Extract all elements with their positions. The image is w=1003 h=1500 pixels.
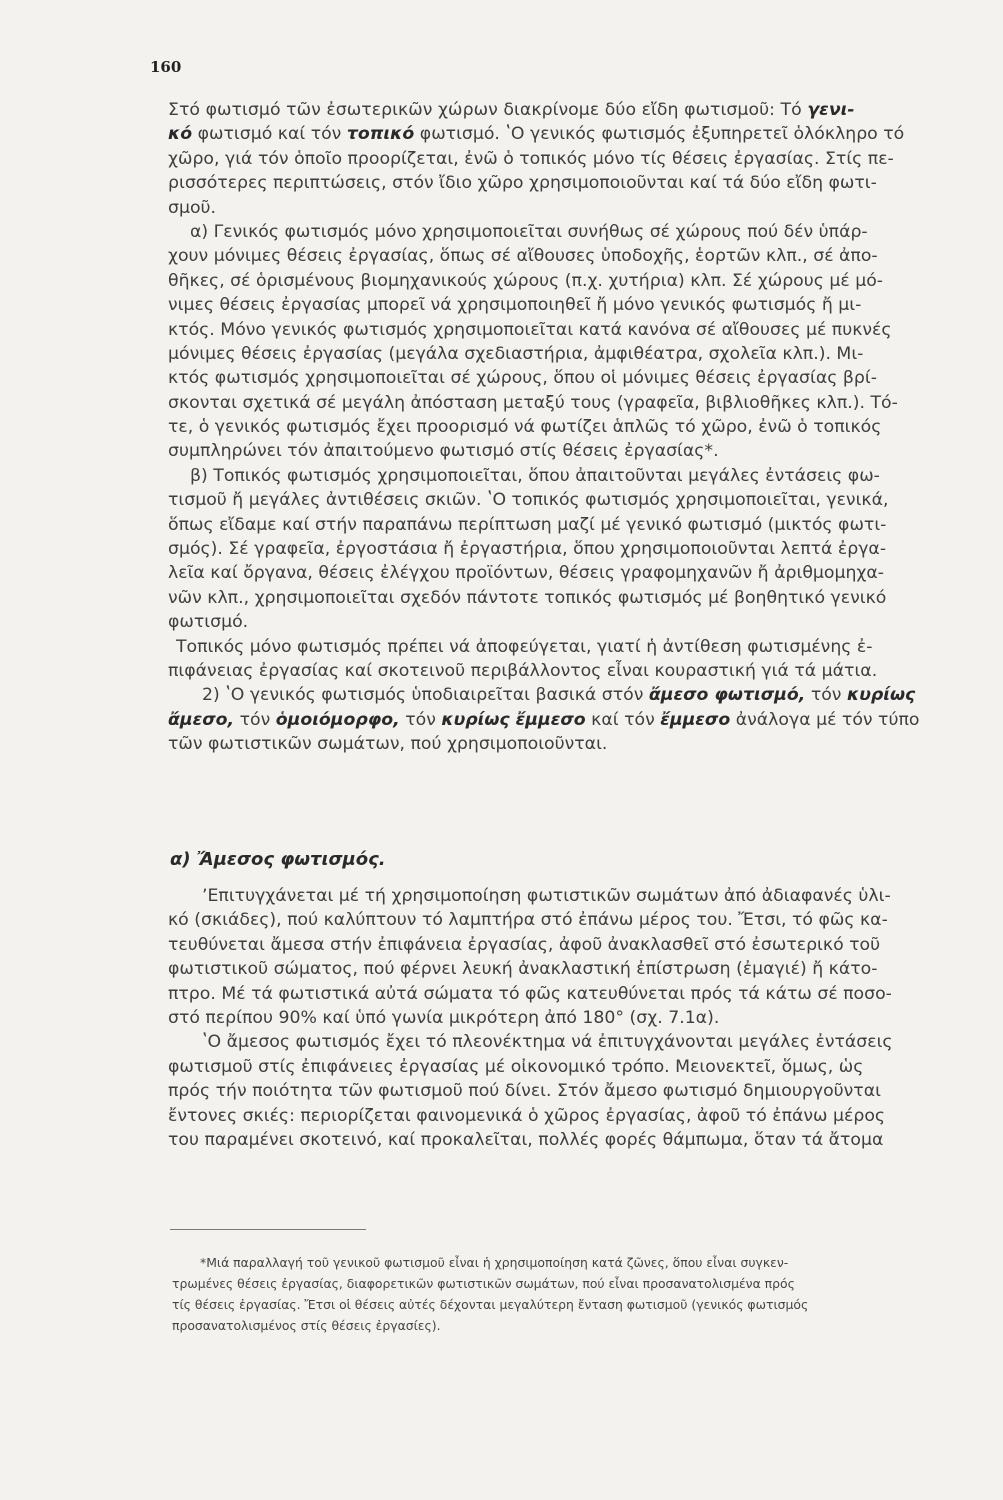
text-line: φωτισμοῦ στίς ἐπιφάνειες ἐργασίας μέ οἰκονομικό τρόπο. Μειονεκτεῖ, ὅμως, ὡς <box>168 1056 864 1077</box>
text-line: Στό φωτισμό τῶν ἐσωτερικῶν χώρων διακρίνομε δύο εἴδη φωτισμοῦ: Τό γενι- <box>168 100 855 120</box>
text-line: πιφάνειας ἐργασίας καί σκοτεινοῦ περιβάλλοντος εἶναι κουραστική γιά τά μάτια. <box>168 660 878 681</box>
text-line: πτρο. Μέ τά φωτιστικά αὐτά σώματα τό φῶς κατευθύνεται πρός τά κάτω σέ ποσο- <box>168 983 892 1004</box>
text-line: χῶρο, γιά τόν ὁποῖο προορίζεται, ἐνῶ ὁ τοπικός μόνο τίς θέσεις ἐργασίας. Στίς πε- <box>168 148 894 169</box>
text-line: φωτισμό. <box>168 612 249 633</box>
term-emmeso: ἔμμεσο <box>660 709 731 730</box>
page-number: 160 <box>150 58 182 76</box>
body-text-lower <box>168 884 968 1152</box>
text-line: του παραμένει σκοτεινό, καί προκαλεῖται, πολλές φορές θάμπωμα, ὅταν τά ἄτομα <box>168 1129 884 1150</box>
term-amesos: ἄμεσο φωτισμό, <box>648 685 806 706</box>
term-kyrios-amesos: ἄμεσο, <box>168 709 235 730</box>
text-line: τισμοῦ ἤ μεγάλες ἀντιθέσεις σκιῶν. ʽΟ τοπικός φωτισμός χρησιμοποιεῖται, γενικά, <box>168 490 889 511</box>
text-line: μόνιμες θέσεις ἐργασίας (μεγάλα σχεδιαστήρια, ἀμφιθέατρα, σχολεῖα κλπ.). Μι- <box>168 343 864 364</box>
text-line: κό φωτισμό καί τόν τοπικό φωτισμό. ʽΟ γενικός φωτισμός ἐξυπηρετεῖ ὁλόκληρο τό <box>168 124 905 145</box>
term-omoiomorfo: ὁμοιόμορφο, <box>275 709 400 730</box>
text-line: κό (σκιάδες), πού καλύπτουν τό λαμπτήρα στό ἐπάνω μέρος του. Ἔτσι, τό φῶς κα- <box>168 910 888 931</box>
text-line: ʽΟ ἄμεσος φωτισμός ἔχει τό πλεονέκτημα νά ἐπιτυγχάνονται μεγάλες ἐντάσεις <box>202 1032 893 1053</box>
text-line: τε, ὁ γενικός φωτισμός ἔχει προορισμό νά φωτίζει ἁπλῶς τό χῶρο, ἐνῶ ὁ τοπικός <box>168 417 882 438</box>
term-kyrios: κυρίως <box>846 685 916 706</box>
footnote-divider <box>170 1229 366 1230</box>
term-topiko: τοπικό <box>346 124 415 145</box>
text-line: συμπληρώνει τόν ἀπαιτούμενο φωτισμό στίς θέσεις ἐργασίας*. <box>168 441 719 462</box>
text-line: λεῖα καί ὄργανα, θέσεις ἐλέγχου προϊόντων, θέσεις γραφομηχανῶν ἤ ἀριθμομηχα- <box>168 563 885 584</box>
footnote-line: *Μιά παραλλαγή τοῦ γενικοῦ φωτισμοῦ εἶναι ἡ χρησιμοποίηση κατά ζῶνες, ὅπου εἶναι συγκεν- <box>200 1255 789 1270</box>
text-line: στό περίπου 90% καί ὑπό γωνία μικρότερη ἀπό 180° (σχ. 7.1α). <box>168 1007 720 1028</box>
text-line: ὅπως εἴδαμε καί στήν παραπάνω περίπτωση μαζί μέ γενικό φωτισμό (μικτός φωτι- <box>168 514 887 535</box>
text-line: φωτιστικοῦ σώματος, πού φέρνει λευκή ἀνακλαστική ἐπίστρωση (ἐμαγιέ) ἤ κάτο- <box>168 959 878 980</box>
footnote-line: προσανατολισμένος στίς θέσεις ἐργασίες). <box>172 1318 441 1333</box>
text-line: τευθύνεται ἄμεσα στήν ἐπιφάνεια ἐργασίας, ἀφοῦ ἀνακλασθεῖ στό ἐσωτερικό τοῦ <box>168 934 881 955</box>
text-line: πρός τήν ποιότητα τῶν φωτισμοῦ πού δίνει. Στόν ἄμεσο φωτισμό δημιουργοῦνται <box>168 1081 881 1102</box>
body-text-upper <box>168 98 968 757</box>
text-line: α) Γενικός φωτισμός μόνο χρησιμοποιεῖται συνήθως σέ χώρους πού δέν ὑπάρ- <box>190 221 868 242</box>
footnote <box>172 1252 972 1336</box>
text-line: νιμες θέσεις ἐργασίας μπορεῖ νά χρησιμοποιηθεῖ ἤ μόνο γενικός φωτισμός ἤ μι- <box>168 295 862 316</box>
footnote-line: τίς θέσεις ἐργασίας. Ἔτσι οἱ θέσεις αὐτές δέχονται μεγαλύτερη ἔνταση φωτισμοῦ (γενικός φωτισμός <box>172 1297 809 1312</box>
section-heading: α) Ἄμεσος φωτισμός. <box>170 849 386 870</box>
text-line: χουν μόνιμες θέσεις ἐργασίας, ὅπως σέ αἴθουσες ὑποδοχῆς, ἑορτῶν κλπ., σέ ἀπο- <box>168 246 878 267</box>
text-line: κτός φωτισμός χρησιμοποιεῖται σέ χώρους, ὅπου οἱ μόνιμες θέσεις ἐργασίας βρί- <box>168 368 877 389</box>
footnote-line: τρωμένες θέσεις ἐργασίας, διαφορετικῶν φωτιστικῶν σωμάτων, πού εἶναι προσανατολισμένα πρός <box>172 1276 795 1291</box>
text-line: ʼΕπιτυγχάνεται μέ τή χρησιμοποίηση φωτιστικῶν σωμάτων ἀπό ἀδιαφανές ὑλι- <box>202 886 891 906</box>
text-line: σμοῦ. <box>168 197 217 218</box>
text-line: τῶν φωτιστικῶν σωμάτων, πού χρησιμοποιοῦνται. <box>168 734 608 755</box>
text-line: β) Τοπικός φωτισμός χρησιμοποιεῖται, ὅπου ἀπαιτοῦνται μεγάλες ἐντάσεις φω- <box>190 465 880 486</box>
text-line: νῶν κλπ., χρησιμοποιεῖται σχεδόν πάντοτε τοπικός φωτισμός μέ βοηθητικό γενικό <box>168 587 887 608</box>
text-line: σκονται σχετικά σέ μεγάλη ἀπόσταση μεταξύ τους (γραφεῖα, βιβλιοθῆκες κλπ.). Τό- <box>168 392 898 413</box>
term-kyrios-emmeso: κυρίως ἔμμεσο <box>441 709 586 730</box>
text-line: σμός). Σέ γραφεῖα, ἐργοστάσια ἤ ἐργαστήρια, ὅπου χρησιμοποιοῦνται λεπτά ἐργα- <box>168 539 887 560</box>
text-line: κτός. Μόνο γενικός φωτισμός χρησιμοποιεῖται κατά κανόνα σέ αἴθουσες μέ πυκνές <box>168 319 892 340</box>
text-line: ἔντονες σκιές: περιορίζεται φαινομενικά ὁ χῶρος ἐργασίας, ἀφοῦ τό ἐπάνω μέρος <box>168 1105 886 1126</box>
text-line: Τοπικός μόνο φωτισμός πρέπει νά ἀποφεύγεται, γιατί ἡ ἀντίθεση φωτισμένης ἐ- <box>176 636 873 657</box>
term-geniko: γενι- <box>807 100 855 120</box>
text-line: θῆκες, σέ ὁρισμένους βιομηχανικούς χώρους (π.χ. χυτήρια) κλπ. Σέ χώρους μέ μό- <box>168 270 884 291</box>
text-line: 2) ʽΟ γενικός φωτισμός ὑποδιαιρεῖται βασικά στόν ἄμεσο φωτισμό, τόν κυρίως <box>202 685 916 706</box>
text-line: ἄμεσο, τόν ὁμοιόμορφο, τόν κυρίως ἔμμεσο καί τόν ἔμμεσο ἀνάλογα μέ τόν τύπο <box>168 709 920 730</box>
text-line: ρισσότερες περιπτώσεις, στόν ἴδιο χῶρο χρησιμοποιοῦνται καί τά δύο εἴδη φωτι- <box>168 173 877 194</box>
term-geniko-end: κό <box>168 124 193 145</box>
